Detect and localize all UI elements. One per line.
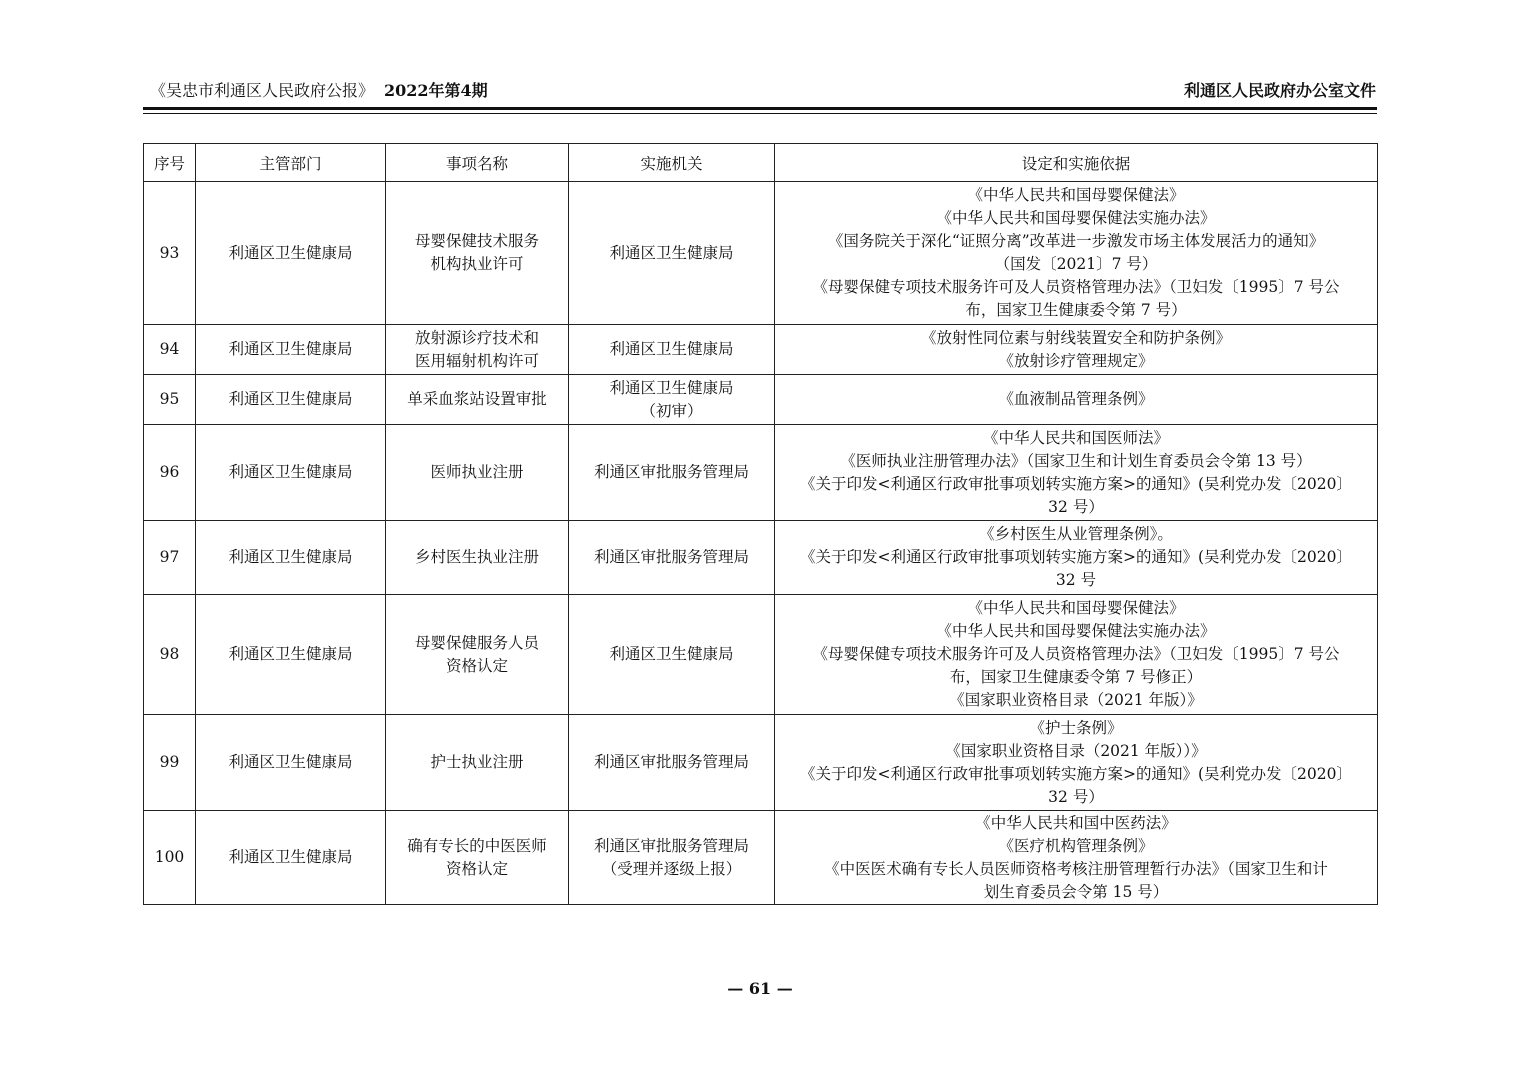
table-row	[144, 425, 1378, 521]
cell-no: 100	[144, 811, 196, 905]
cell-agency	[569, 595, 775, 715]
basis-line: 《中华人民共和国母婴保健法》	[967, 186, 1185, 204]
cell-basis	[775, 425, 1378, 521]
cell-basis	[775, 715, 1378, 811]
basis-line: 《国家职业资格目录（2021 年版））》	[945, 741, 1207, 760]
agency-line: 利通区卫生健康局	[609, 645, 734, 663]
cell-item	[386, 325, 569, 375]
item-line: 医师执业注册	[430, 463, 524, 481]
agency-line: 利通区审批服务管理局	[593, 463, 749, 481]
cell-agency	[569, 325, 775, 375]
cell-agency	[569, 715, 775, 811]
table-header-row	[144, 144, 1378, 182]
cell-no: 97	[144, 521, 196, 595]
table-row	[144, 325, 1378, 375]
basis-line: 划生育委员会令第 15 号）	[983, 882, 1169, 901]
cell-item	[386, 595, 569, 715]
table-row	[144, 182, 1378, 325]
basis-line: 32 号	[1055, 571, 1097, 589]
cell-dept: 利通区卫生健康局	[196, 182, 386, 325]
cell-basis	[775, 182, 1378, 325]
cell-agency	[569, 521, 775, 595]
item-line: 护士执业注册	[430, 753, 524, 771]
basis-line: 《中华人民共和国医师法》	[982, 428, 1169, 447]
basis-line: 《医疗机构管理条例》	[998, 836, 1154, 855]
cell-item	[386, 425, 569, 521]
item-line: 母婴保健服务人员	[414, 633, 539, 652]
agency-line: 利通区卫生健康局	[609, 378, 734, 397]
basis-line: 《乡村医生从业管理条例》。	[979, 525, 1173, 543]
basis-line: 布，国家卫生健康委令第 7 号修正）	[949, 668, 1203, 686]
basis-line: 《母婴保健专项技术服务许可及人员资格管理办法》（卫妇发〔1995〕7 号公	[812, 278, 1340, 296]
agency-line: （初审）	[640, 401, 703, 420]
approval-items-table	[143, 143, 1378, 905]
basis-line: 《中华人民共和国母婴保健法实施办法》	[936, 622, 1216, 640]
item-line: 资格认定	[445, 656, 508, 675]
basis-line: 《中华人民共和国中医药法》	[975, 813, 1177, 832]
cell-no: 94	[144, 325, 196, 375]
header-rule-thick	[143, 107, 1377, 110]
cell-no: 96	[144, 425, 196, 521]
column-header-item: 事项名称	[386, 144, 569, 182]
basis-line: 《国家职业资格目录（2021 年版）》	[949, 691, 1203, 709]
basis-line: 《放射诊疗管理规定》	[998, 351, 1154, 370]
table-row	[144, 595, 1378, 715]
basis-line: 《母婴保健专项技术服务许可及人员资格管理办法》（卫妇发〔1995〕7 号公	[812, 645, 1340, 663]
column-header-basis: 设定和实施依据	[775, 144, 1378, 182]
cell-item	[386, 375, 569, 425]
cell-no: 93	[144, 182, 196, 325]
section-title: 利通区人民政府办公室文件	[1183, 81, 1376, 100]
cell-dept: 利通区卫生健康局	[196, 715, 386, 811]
journal-title: 《吴忠市利通区人民政府公报》	[150, 81, 375, 100]
basis-line: 《关于印发<利通区行政审批事项划转实施方案>的通知》(吴利党办发〔2020〕	[800, 474, 1352, 493]
cell-agency	[569, 425, 775, 521]
basis-line: 《国务院关于深化“证照分离”改革进一步激发市场主体发展活力的通知》	[827, 232, 1325, 250]
cell-dept: 利通区卫生健康局	[196, 521, 386, 595]
basis-line: 《护士条例》	[1029, 718, 1123, 737]
table-row	[144, 375, 1378, 425]
agency-line: 利通区审批服务管理局	[593, 548, 749, 566]
cell-dept: 利通区卫生健康局	[196, 325, 386, 375]
cell-no: 95	[144, 375, 196, 425]
cell-item	[386, 182, 569, 325]
agency-line: 利通区审批服务管理局	[593, 836, 749, 855]
cell-dept: 利通区卫生健康局	[196, 811, 386, 905]
table-row	[144, 715, 1378, 811]
agency-line: 利通区审批服务管理局	[593, 753, 749, 771]
cell-no: 99	[144, 715, 196, 811]
basis-line: 《医师执业注册管理办法》（国家卫生和计划生育委员会令第 13 号）	[840, 451, 1312, 470]
basis-line: （国发〔2021〕7 号）	[994, 255, 1158, 273]
cell-basis	[775, 375, 1378, 425]
cell-basis	[775, 811, 1378, 905]
basis-line: 《关于印发<利通区行政审批事项划转实施方案>的通知》(吴利党办发〔2020〕	[800, 548, 1352, 566]
column-header-dept: 主管部门	[196, 144, 386, 182]
basis-line: 布，国家卫生健康委令第 7 号）	[965, 301, 1187, 319]
agency-line: 利通区卫生健康局	[609, 243, 734, 262]
cell-basis	[775, 521, 1378, 595]
basis-line: 《关于印发<利通区行政审批事项划转实施方案>的通知》(吴利党办发〔2020〕	[800, 764, 1352, 783]
agency-line: 利通区卫生健康局	[609, 340, 734, 358]
item-line: 确有专长的中医医师	[407, 836, 547, 855]
column-header-agency: 实施机关	[569, 144, 775, 182]
table-row	[144, 811, 1378, 905]
cell-agency	[569, 375, 775, 425]
page-header-left	[150, 80, 488, 102]
issue-number: 2022年第4期	[384, 81, 488, 100]
cell-no: 98	[144, 595, 196, 715]
cell-dept: 利通区卫生健康局	[196, 595, 386, 715]
item-line: 机构执业许可	[430, 255, 524, 273]
item-line: 资格认定	[445, 859, 508, 878]
item-line: 乡村医生执业注册	[414, 548, 539, 566]
basis-line: 《中华人民共和国母婴保健法》	[967, 599, 1185, 617]
cell-item	[386, 715, 569, 811]
item-line: 医用辐射机构许可	[414, 351, 539, 370]
item-line: 母婴保健技术服务	[414, 232, 539, 250]
page-number: — 61 —	[727, 979, 793, 998]
cell-dept: 利通区卫生健康局	[196, 425, 386, 521]
table-row	[144, 521, 1378, 595]
basis-line: 32 号）	[1048, 497, 1104, 516]
item-line: 放射源诊疗技术和	[414, 328, 539, 347]
cell-item	[386, 521, 569, 595]
cell-item	[386, 811, 569, 905]
column-header-no: 序号	[144, 144, 196, 182]
basis-line: 《中华人民共和国母婴保健法实施办法》	[936, 209, 1216, 227]
cell-basis	[775, 325, 1378, 375]
header-rule-thin	[143, 113, 1377, 114]
cell-agency	[569, 182, 775, 325]
cell-dept: 利通区卫生健康局	[196, 375, 386, 425]
basis-line: 32 号）	[1048, 787, 1104, 806]
basis-line: 《放射性同位素与射线装置安全和防护条例》	[920, 328, 1231, 347]
basis-line: 《血液制品管理条例》	[998, 390, 1154, 408]
item-line: 单采血浆站设置审批	[407, 390, 547, 408]
cell-basis	[775, 595, 1378, 715]
agency-line: （受理并逐级上报）	[601, 859, 742, 878]
cell-agency	[569, 811, 775, 905]
basis-line: 《中医医术确有专长人员医师资格考核注册管理暂行办法》（国家卫生和计	[824, 859, 1328, 878]
